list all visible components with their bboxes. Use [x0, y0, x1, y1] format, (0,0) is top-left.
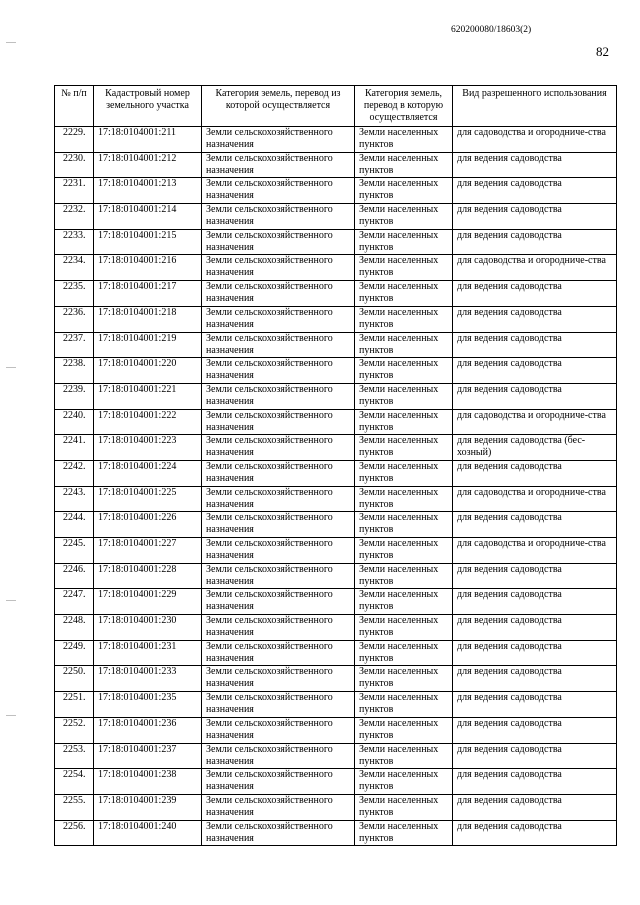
table-row [55, 769, 617, 795]
table-row [55, 229, 617, 255]
category-from-cell: Земли сельскохозяйственного назначения [202, 383, 355, 409]
permitted-use-cell: для ведения садоводства [453, 178, 617, 204]
category-to-cell: Земли населенных пунктов [355, 306, 453, 332]
cadastral-number-cell: 17:18:0104001:233 [94, 666, 202, 692]
table-row [55, 563, 617, 589]
header-number: № п/п [55, 86, 94, 127]
row-number: 2231. [55, 178, 94, 204]
category-to-cell: Земли населенных пунктов [355, 204, 453, 230]
table-row [55, 306, 617, 332]
row-number: 2232. [55, 204, 94, 230]
category-to-cell: Земли населенных пунктов [355, 743, 453, 769]
category-to-cell: Земли населенных пунктов [355, 820, 453, 846]
cadastral-number-cell: 17:18:0104001:220 [94, 358, 202, 384]
cadastral-number-cell: 17:18:0104001:230 [94, 615, 202, 641]
category-from-cell: Земли сельскохозяйственного назначения [202, 563, 355, 589]
row-number: 2240. [55, 409, 94, 435]
document-number: 620200080/18603(2) [451, 25, 532, 35]
category-from-cell: Земли сельскохозяйственного назначения [202, 769, 355, 795]
permitted-use-cell: для ведения садоводства [453, 743, 617, 769]
permitted-use-cell: для ведения садоводства [453, 666, 617, 692]
row-number: 2247. [55, 589, 94, 615]
cadastral-number-cell: 17:18:0104001:224 [94, 460, 202, 486]
row-number: 2239. [55, 383, 94, 409]
category-from-cell: Земли сельскохозяйственного назначения [202, 692, 355, 718]
permitted-use-cell: для ведения садоводства [453, 281, 617, 307]
cadastral-number-cell: 17:18:0104001:213 [94, 178, 202, 204]
row-number: 2245. [55, 538, 94, 564]
permitted-use-cell: для ведения садоводства [453, 152, 617, 178]
category-from-cell: Земли сельскохозяйственного назначения [202, 358, 355, 384]
row-number: 2250. [55, 666, 94, 692]
cadastral-number-cell: 17:18:0104001:227 [94, 538, 202, 564]
table-body [55, 127, 617, 846]
header-cadastral-number: Кадастровый номер земельного участка [94, 86, 202, 127]
category-to-cell: Земли населенных пунктов [355, 383, 453, 409]
category-from-cell: Земли сельскохозяйственного назначения [202, 178, 355, 204]
category-from-cell: Земли сельскохозяйственного назначения [202, 127, 355, 153]
cadastral-number-cell: 17:18:0104001:215 [94, 229, 202, 255]
row-number: 2253. [55, 743, 94, 769]
cadastral-number-cell: 17:18:0104001:225 [94, 486, 202, 512]
permitted-use-cell: для ведения садоводства (бес-хозный) [453, 435, 617, 461]
category-to-cell: Земли населенных пунктов [355, 127, 453, 153]
table-row [55, 332, 617, 358]
cadastral-number-cell: 17:18:0104001:216 [94, 255, 202, 281]
category-to-cell: Земли населенных пунктов [355, 769, 453, 795]
permitted-use-cell: для ведения садоводства [453, 204, 617, 230]
permitted-use-cell: для ведения садоводства [453, 717, 617, 743]
category-to-cell: Земли населенных пунктов [355, 589, 453, 615]
cadastral-number-cell: 17:18:0104001:239 [94, 794, 202, 820]
table-row [55, 692, 617, 718]
category-from-cell: Земли сельскохозяйственного назначения [202, 255, 355, 281]
permitted-use-cell: для ведения садоводства [453, 358, 617, 384]
cadastral-number-cell: 17:18:0104001:235 [94, 692, 202, 718]
category-from-cell: Земли сельскохозяйственного назначения [202, 717, 355, 743]
category-to-cell: Земли населенных пунктов [355, 666, 453, 692]
header-category-to: Категория земель, перевод в которую осуществляется [355, 86, 453, 127]
category-to-cell: Земли населенных пунктов [355, 281, 453, 307]
category-from-cell: Земли сельскохозяйственного назначения [202, 666, 355, 692]
cadastral-number-cell: 17:18:0104001:214 [94, 204, 202, 230]
row-number: 2254. [55, 769, 94, 795]
cadastral-number-cell: 17:18:0104001:211 [94, 127, 202, 153]
scan-mark [6, 367, 16, 368]
scan-mark [6, 42, 16, 43]
category-to-cell: Земли населенных пунктов [355, 358, 453, 384]
permitted-use-cell: для ведения садоводства [453, 769, 617, 795]
table-row [55, 409, 617, 435]
category-from-cell: Земли сельскохозяйственного назначения [202, 640, 355, 666]
table-row [55, 512, 617, 538]
category-from-cell: Земли сельскохозяйственного назначения [202, 538, 355, 564]
category-to-cell: Земли населенных пунктов [355, 409, 453, 435]
category-to-cell: Земли населенных пунктов [355, 255, 453, 281]
table-row [55, 127, 617, 153]
category-to-cell: Земли населенных пунктов [355, 794, 453, 820]
permitted-use-cell: для ведения садоводства [453, 383, 617, 409]
row-number: 2244. [55, 512, 94, 538]
cadastral-number-cell: 17:18:0104001:223 [94, 435, 202, 461]
cadastral-number-cell: 17:18:0104001:229 [94, 589, 202, 615]
permitted-use-cell: для ведения садоводства [453, 512, 617, 538]
table-row [55, 435, 617, 461]
table-row [55, 717, 617, 743]
permitted-use-cell: для садоводства и огородниче-ства [453, 538, 617, 564]
cadastral-number-cell: 17:18:0104001:226 [94, 512, 202, 538]
permitted-use-cell: для ведения садоводства [453, 692, 617, 718]
row-number: 2230. [55, 152, 94, 178]
row-number: 2236. [55, 306, 94, 332]
row-number: 2242. [55, 460, 94, 486]
category-from-cell: Земли сельскохозяйственного назначения [202, 435, 355, 461]
permitted-use-cell: для ведения садоводства [453, 563, 617, 589]
row-number: 2252. [55, 717, 94, 743]
table-row [55, 640, 617, 666]
permitted-use-cell: для ведения садоводства [453, 820, 617, 846]
permitted-use-cell: для садоводства и огородниче-ства [453, 127, 617, 153]
permitted-use-cell: для ведения садоводства [453, 306, 617, 332]
category-from-cell: Земли сельскохозяйственного назначения [202, 743, 355, 769]
table-header-row [55, 86, 617, 127]
category-to-cell: Земли населенных пунктов [355, 717, 453, 743]
cadastral-number-cell: 17:18:0104001:236 [94, 717, 202, 743]
permitted-use-cell: для ведения садоводства [453, 229, 617, 255]
permitted-use-cell: для садоводства и огородниче-ства [453, 255, 617, 281]
cadastral-number-cell: 17:18:0104001:218 [94, 306, 202, 332]
category-from-cell: Земли сельскохозяйственного назначения [202, 820, 355, 846]
row-number: 2251. [55, 692, 94, 718]
category-to-cell: Земли населенных пунктов [355, 460, 453, 486]
table-row [55, 152, 617, 178]
row-number: 2233. [55, 229, 94, 255]
category-from-cell: Земли сельскохозяйственного назначения [202, 332, 355, 358]
category-to-cell: Земли населенных пунктов [355, 615, 453, 641]
cadastral-number-cell: 17:18:0104001:231 [94, 640, 202, 666]
category-to-cell: Земли населенных пунктов [355, 512, 453, 538]
permitted-use-cell: для садоводства и огородниче-ства [453, 409, 617, 435]
table-row [55, 820, 617, 846]
cadastral-number-cell: 17:18:0104001:228 [94, 563, 202, 589]
scan-mark [6, 715, 16, 716]
cadastral-number-cell: 17:18:0104001:221 [94, 383, 202, 409]
permitted-use-cell: для ведения садоводства [453, 589, 617, 615]
row-number: 2229. [55, 127, 94, 153]
category-from-cell: Земли сельскохозяйственного назначения [202, 460, 355, 486]
header-permitted-use: Вид разрешенного использования [453, 86, 617, 127]
table-row [55, 743, 617, 769]
category-from-cell: Земли сельскохозяйственного назначения [202, 281, 355, 307]
permitted-use-cell: для ведения садоводства [453, 640, 617, 666]
row-number: 2234. [55, 255, 94, 281]
cadastral-number-cell: 17:18:0104001:219 [94, 332, 202, 358]
category-from-cell: Земли сельскохозяйственного назначения [202, 512, 355, 538]
category-to-cell: Земли населенных пунктов [355, 640, 453, 666]
table-row [55, 538, 617, 564]
category-from-cell: Земли сельскохозяйственного назначения [202, 306, 355, 332]
cadastral-number-cell: 17:18:0104001:212 [94, 152, 202, 178]
land-plots-table [54, 85, 617, 846]
row-number: 2248. [55, 615, 94, 641]
table-row [55, 794, 617, 820]
category-to-cell: Земли населенных пунктов [355, 563, 453, 589]
row-number: 2238. [55, 358, 94, 384]
category-from-cell: Земли сельскохозяйственного назначения [202, 589, 355, 615]
table-row [55, 666, 617, 692]
category-from-cell: Земли сельскохозяйственного назначения [202, 152, 355, 178]
row-number: 2237. [55, 332, 94, 358]
category-to-cell: Земли населенных пунктов [355, 486, 453, 512]
category-from-cell: Земли сельскохозяйственного назначения [202, 229, 355, 255]
table-row [55, 383, 617, 409]
table-row [55, 204, 617, 230]
table-row [55, 178, 617, 204]
table-row [55, 460, 617, 486]
permitted-use-cell: для ведения садоводства [453, 332, 617, 358]
permitted-use-cell: для садоводства и огородниче-ства [453, 486, 617, 512]
category-from-cell: Земли сельскохозяйственного назначения [202, 794, 355, 820]
permitted-use-cell: для ведения садоводства [453, 615, 617, 641]
table-row [55, 255, 617, 281]
scan-mark [6, 600, 16, 601]
category-to-cell: Земли населенных пунктов [355, 178, 453, 204]
category-to-cell: Земли населенных пунктов [355, 435, 453, 461]
table-row [55, 615, 617, 641]
page-number: 82 [596, 44, 609, 59]
category-from-cell: Земли сельскохозяйственного назначения [202, 486, 355, 512]
row-number: 2241. [55, 435, 94, 461]
cadastral-number-cell: 17:18:0104001:240 [94, 820, 202, 846]
table-row [55, 358, 617, 384]
permitted-use-cell: для ведения садоводства [453, 460, 617, 486]
category-to-cell: Земли населенных пунктов [355, 538, 453, 564]
row-number: 2243. [55, 486, 94, 512]
cadastral-number-cell: 17:18:0104001:237 [94, 743, 202, 769]
row-number: 2256. [55, 820, 94, 846]
category-to-cell: Земли населенных пунктов [355, 229, 453, 255]
row-number: 2249. [55, 640, 94, 666]
table-row [55, 486, 617, 512]
category-to-cell: Земли населенных пунктов [355, 152, 453, 178]
category-from-cell: Земли сельскохозяйственного назначения [202, 204, 355, 230]
table-row [55, 281, 617, 307]
row-number: 2255. [55, 794, 94, 820]
cadastral-number-cell: 17:18:0104001:217 [94, 281, 202, 307]
category-to-cell: Земли населенных пунктов [355, 692, 453, 718]
row-number: 2235. [55, 281, 94, 307]
cadastral-number-cell: 17:18:0104001:238 [94, 769, 202, 795]
category-from-cell: Земли сельскохозяйственного назначения [202, 409, 355, 435]
row-number: 2246. [55, 563, 94, 589]
permitted-use-cell: для ведения садоводства [453, 794, 617, 820]
category-to-cell: Земли населенных пунктов [355, 332, 453, 358]
header-category-from: Категория земель, перевод из которой осуществляется [202, 86, 355, 127]
category-from-cell: Земли сельскохозяйственного назначения [202, 615, 355, 641]
table-row [55, 589, 617, 615]
cadastral-number-cell: 17:18:0104001:222 [94, 409, 202, 435]
